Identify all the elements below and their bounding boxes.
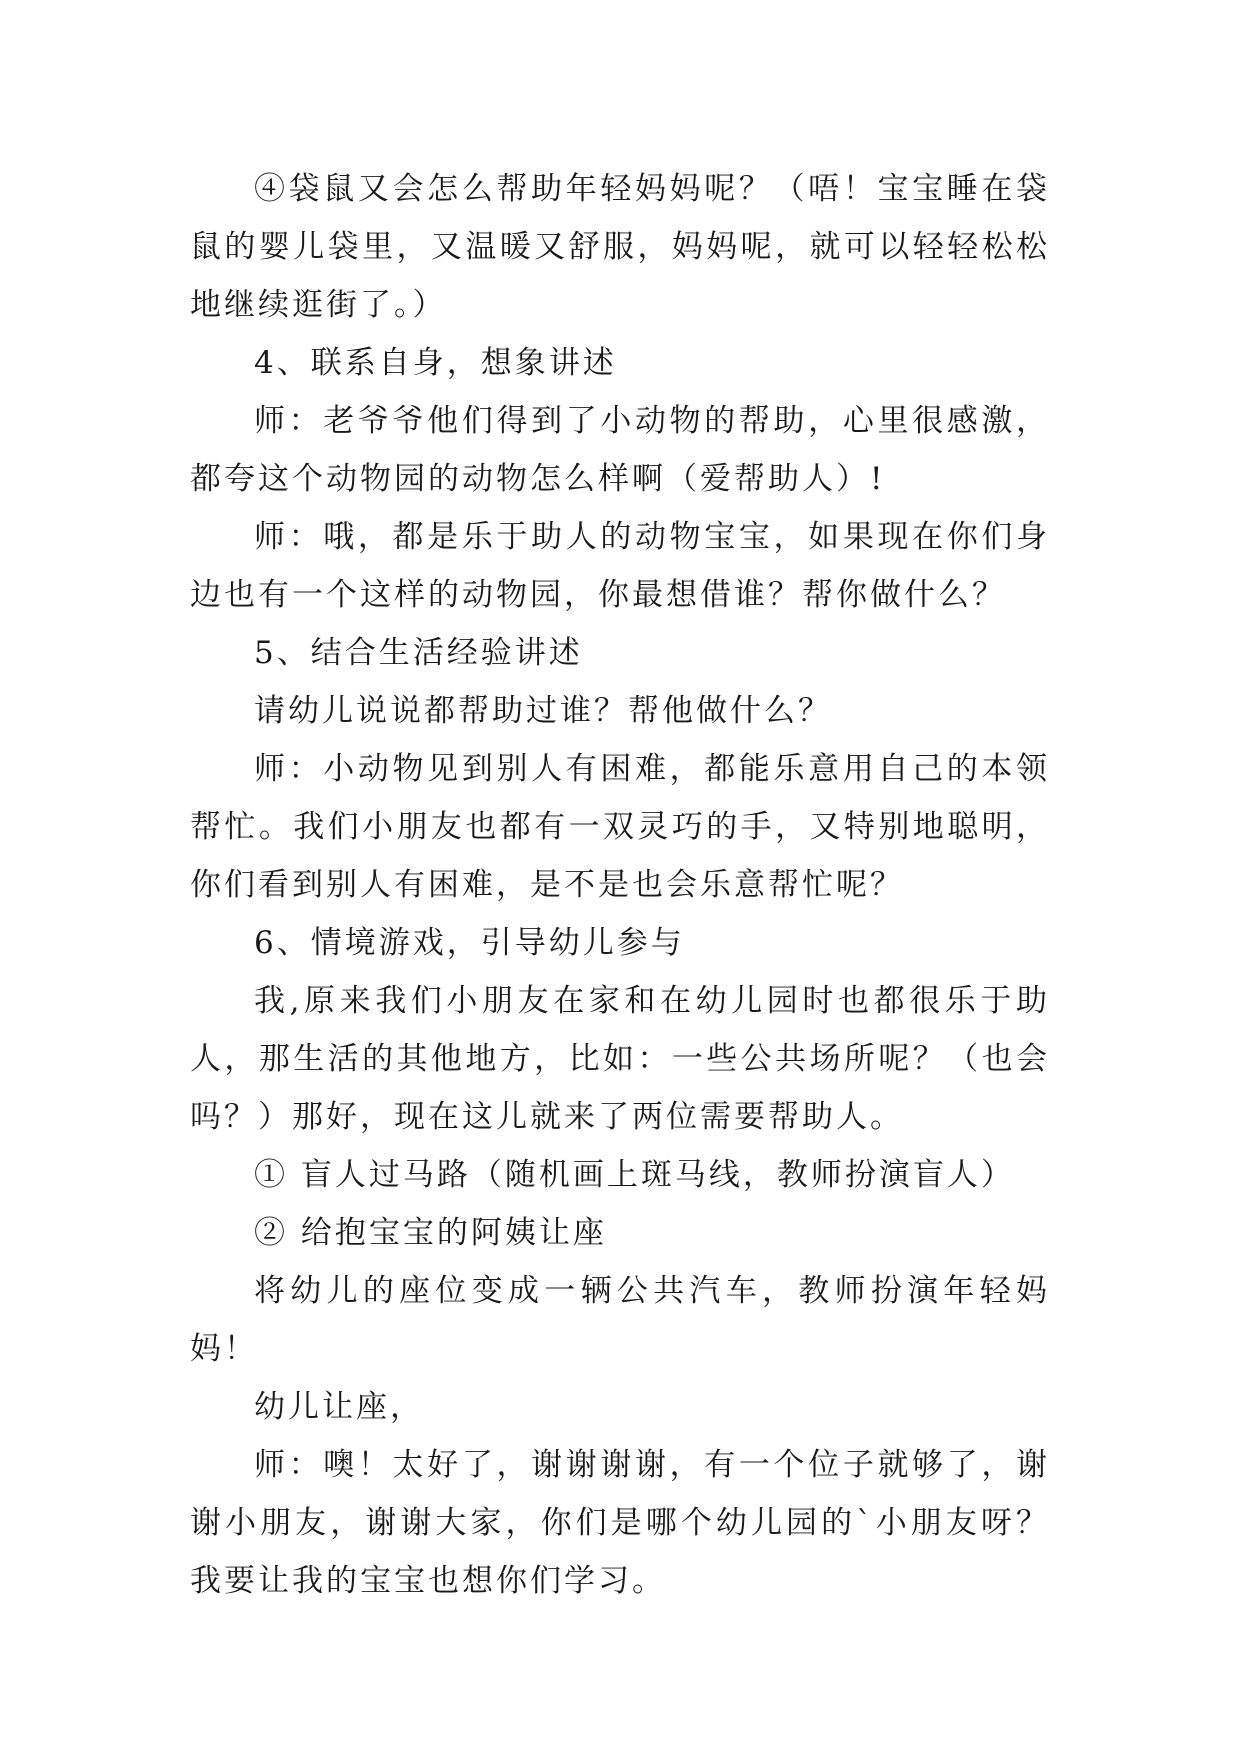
list-item-give-seat: ② 给抱宝宝的阿姨让座 (254, 1215, 607, 1251)
section-heading-6: 6、情境游戏，引导幼儿参与 (254, 925, 685, 961)
paragraph-public-places: 我,原来我们小朋友在家和在幼儿园时也都很乐于助人，那生活的其他地方，比如：一些公共场所呢？（也会吗？）那好，现在这儿就来了两位需要帮助人。 (190, 983, 1050, 1135)
section-heading-4: 4、联系自身，想象讲述 (254, 345, 617, 381)
paragraph-children-give-seat: 幼儿让座， (254, 1389, 424, 1425)
paragraph-teacher-zoo: 师：哦，都是乐于助人的动物宝宝，如果现在你们身边也有一个这样的动物园，你最想借谁？帮你做什么？ (190, 519, 1050, 613)
body-text (190, 160, 1050, 1610)
paragraph-children-helped: 请幼儿说说都帮助过谁？帮他做什么？ (254, 693, 832, 729)
paragraph-teacher-animals-help: 师：小动物见到别人有困难，都能乐意用自己的本领帮忙。我们小朋友也都有一双灵巧的手，又特别地聪明，你们看到别人有困难，是不是也会乐意帮忙呢？ (190, 751, 1050, 903)
paragraph-kangaroo-help: ④袋鼠又会怎么帮助年轻妈妈呢？（唔！宝宝睡在袋鼠的婴儿袋里，又温暖又舒服，妈妈呢，就可以轻轻松松地继续逛街了。） (190, 171, 1050, 323)
list-item-blind-crossing: ① 盲人过马路（随机画上斑马线，教师扮演盲人） (254, 1157, 1015, 1193)
section-heading-5: 5、结合生活经验讲述 (254, 635, 583, 671)
paragraph-teacher-thanks: 师：噢！太好了，谢谢谢谢，有一个位子就够了，谢谢小朋友，谢谢大家，你们是哪个幼儿园的`小朋友呀？我要让我的宝宝也想你们学习。 (190, 1447, 1050, 1599)
paragraph-teacher-grandpa: 师：老爷爷他们得到了小动物的帮助，心里很感激，都夸这个动物园的动物怎么样啊（爱帮助人）! (190, 403, 1050, 497)
paragraph-bus-setup: 将幼儿的座位变成一辆公共汽车，教师扮演年轻妈妈！ (190, 1273, 1050, 1367)
